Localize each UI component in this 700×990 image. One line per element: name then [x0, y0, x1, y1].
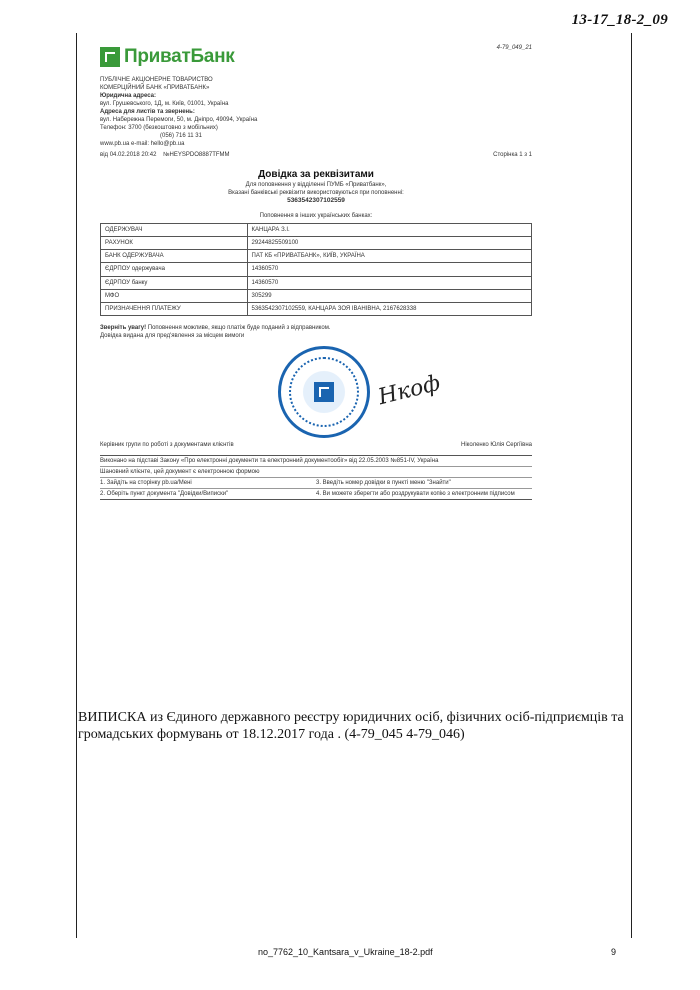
verification-line: Шановний клієнте, цей документ є електронною формою: [100, 467, 532, 478]
bank-info-line: Адреса для листів та звернень:: [100, 109, 195, 116]
footer-page-number: 9: [611, 947, 617, 957]
table-row: [101, 250, 532, 263]
handwritten-signature: Нкоф: [375, 370, 443, 411]
left-border-line: [76, 33, 77, 938]
row-value: ПАТ КБ «ПРИВАТБАНК», КИЇВ, УКРАЇНА: [247, 250, 531, 263]
bank-info-line: вул. Грушевського, 1Д, м. Київ, 01001, Україна: [100, 100, 229, 107]
attention-label: Зверніть увагу!: [100, 324, 147, 331]
table-row: [101, 237, 532, 250]
verification-steps: [100, 478, 532, 489]
step: 1. Зайдіть на сторінку pb.ua/Мені: [100, 480, 192, 487]
bank-info-line: вул. Набережна Перемоги, 50, м. Дніпро, 49094, Україна: [100, 117, 258, 124]
notes: [100, 324, 532, 340]
row-value: 305299: [247, 289, 531, 302]
page-label: Сторінка 1 з 1: [493, 152, 532, 159]
signer-position: Керівник групи по роботі з документами клієнтів: [100, 441, 234, 448]
step: 3. Введіть номер довідки в пункті меню "Знайти": [316, 480, 451, 487]
table-row: [101, 224, 532, 237]
bank-info-line: ПУБЛІЧНЕ АКЦІОНЕРНЕ ТОВАРИСТВО: [100, 76, 213, 83]
bank-info-line: Телефон: 3700 (безкоштовно з мобільних): [100, 125, 218, 132]
attention-text: Поповнення можливе, якщо платіж буде поданий з відправником.: [147, 324, 331, 331]
table-row: [101, 302, 532, 315]
table-row: [101, 289, 532, 302]
bank-info-line: (056) 716 11 31: [160, 133, 202, 140]
case-reference: 13-17_18-2_09: [571, 12, 668, 28]
issue-date: від 04.02.2018 20:42 №HEYSPDO8887TFMM: [100, 152, 230, 159]
table-row: [101, 263, 532, 276]
privatbank-logo: [100, 44, 532, 70]
table-caption: Поповнення в інших українських банках:: [259, 213, 373, 220]
step: 2. Оберіть пункт документа "Довідки/Виписки": [100, 491, 229, 498]
privatbank-logo-text: ПриватБанк: [124, 46, 235, 67]
bank-info-line: www.pb.ua e-mail: hello@pb.ua: [100, 141, 185, 148]
step: 4. Ви можете зберегти або роздрукувати копію з електронним підписом: [316, 491, 515, 498]
requisites-table: [100, 223, 532, 316]
certificate-line: Вказані банківські реквізити використовуються при поповненні:: [228, 190, 404, 197]
bank-info-line: КОМЕРЦІЙНИЙ БАНК «ПРИВАТБАНК»: [100, 84, 210, 91]
row-label: МФО: [101, 289, 248, 302]
row-label: РАХУНОК: [101, 237, 248, 250]
row-label: ОДЕРЖУВАЧ: [101, 224, 248, 237]
bank-info-line: Юридична адреса:: [100, 92, 156, 99]
privatbank-logo-icon: [100, 47, 120, 67]
signer-name: Ніколенко Юлія Сергіївна: [461, 441, 532, 448]
attention-note: [100, 324, 532, 332]
footer-filename: no_7762_10_Kantsara_v_Ukraine_18-2.pdf: [258, 947, 433, 957]
bank-seal-icon: [278, 346, 370, 438]
row-value: 29244825509100: [247, 237, 531, 250]
row-value: КАНЦАРА З.І.: [247, 224, 531, 237]
document-code: №HEYSPDO8887TFMM: [163, 152, 230, 159]
certificate-line: Для поповнення у відділенні ПУМБ «Приватбанк»,: [245, 182, 387, 189]
verification-box: [100, 455, 532, 500]
verification-steps: [100, 489, 532, 499]
certificate-title: Довідка за реквізитами: [258, 168, 374, 180]
bank-info: [100, 76, 532, 149]
table-row: [101, 276, 532, 289]
row-label: ЄДРПОУ одержувача: [101, 263, 248, 276]
seal-logo-icon: [314, 382, 334, 402]
document-reference: 4-79_049_21: [496, 45, 532, 51]
row-label: ПРИЗНАЧЕННЯ ПЛАТЕЖУ: [101, 302, 248, 315]
verification-line: Виконано на підставі Закону «Про електронні документи та електронний документообіг» від 22.05.2003 №851-IV, Україна: [100, 456, 532, 467]
validity-text: Довідка видана для пред'явлення за місцем вимоги: [100, 332, 245, 339]
card-account-number: 5363542307102559: [287, 197, 345, 205]
stamp-signature-area: [100, 344, 532, 449]
issue-meta: [100, 151, 532, 159]
right-border-line: [631, 33, 632, 938]
row-value: 5363542307102559, КАНЦАРА ЗОЯ ІВАНІВНА, 2167628338: [247, 302, 531, 315]
excerpt-caption: ВИПИСКА из Єдиного державного реєстру юридичних осіб, фізичних осіб-підприємців та громадських формувань от 18.12.2017 года . (4-79_045 4-79_046): [78, 710, 624, 742]
row-label: БАНК ОДЕРЖУВАЧА: [101, 250, 248, 263]
signer-row: [100, 441, 532, 449]
row-value: 14360570: [247, 263, 531, 276]
bank-certificate: [100, 40, 532, 500]
row-value: 14360570: [247, 276, 531, 289]
row-label: ЄДРПОУ банку: [101, 276, 248, 289]
